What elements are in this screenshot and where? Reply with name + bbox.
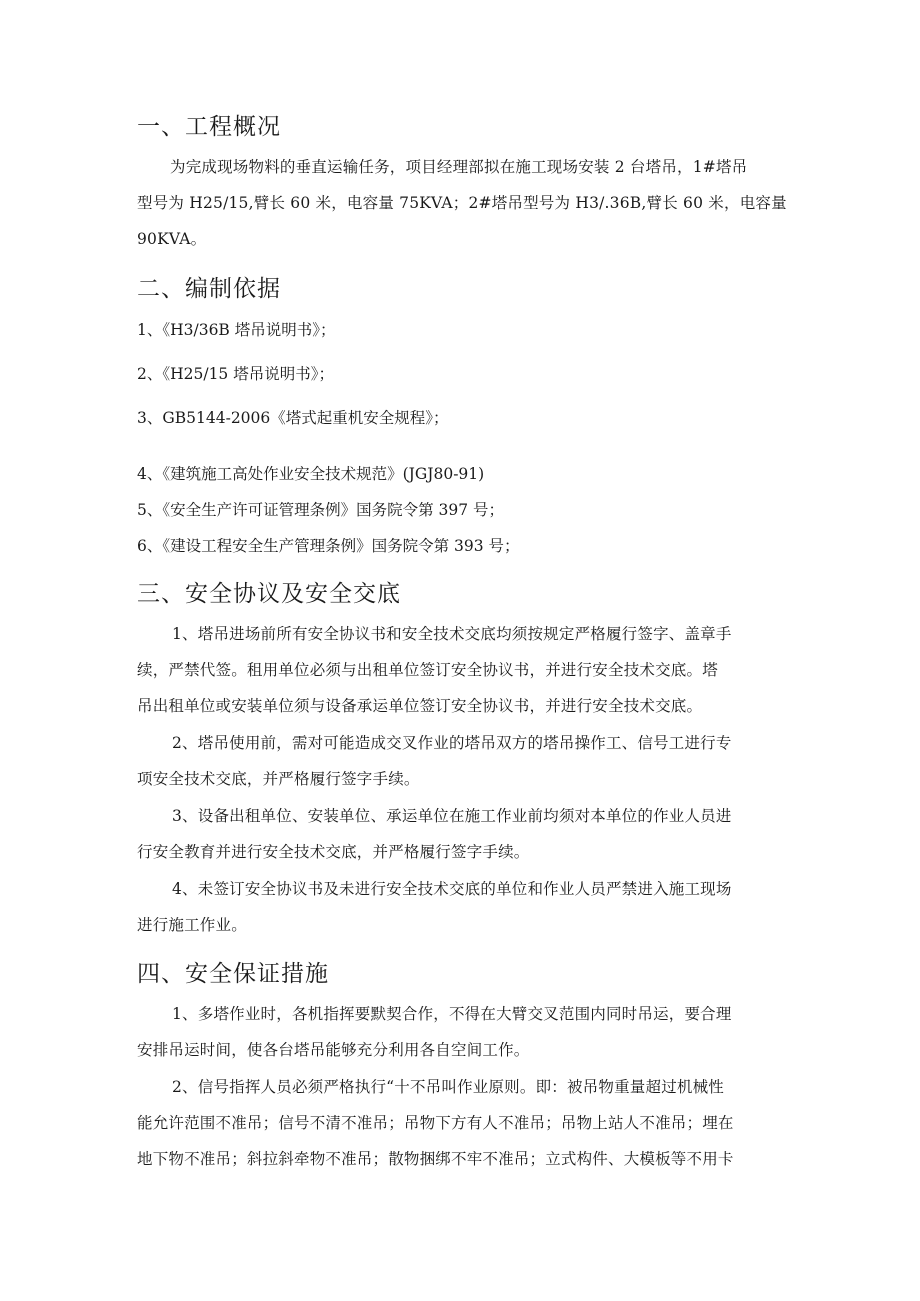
s4-p2-line-2: 能允许范围不准吊；信号不清不准吊；吊物下方有人不准吊；吊物上站人不准吊；埋在	[137, 1114, 734, 1132]
s3-p3-line-2: 行安全教育并进行安全技术交底，并严格履行签字手续。	[137, 843, 530, 861]
basis-item-3: 3、GB5144-2006《塔式起重机安全规程》；	[137, 409, 449, 427]
section-2-heading: 二、编制依据	[137, 276, 281, 302]
s4-p1-line-1: 1、多塔作业时，各机指挥要默契合作，不得在大臂交叉范围内同时吊运，要合理	[172, 1005, 732, 1023]
basis-item-5: 5、《安全生产许可证管理条例》国务院令第 397 号；	[137, 501, 505, 519]
section-4-heading: 四、安全保证措施	[137, 961, 329, 987]
section-1-line-1: 为完成现场物料的垂直运输任务，项目经理部拟在施工现场安装 2 台塔吊，1#塔吊	[170, 158, 748, 176]
s3-p3-line-1: 3、设备出租单位、安装单位、承运单位在施工作业前均须对本单位的作业人员进	[172, 807, 732, 825]
basis-item-1: 1、《H3/36B 塔吊说明书》；	[137, 321, 336, 339]
basis-item-2: 2、《H25/15 塔吊说明书》；	[137, 365, 334, 383]
section-1-line-3: 90KVA。	[137, 230, 207, 248]
s3-p1-line-2: 续，严禁代签。租用单位必须与出租单位签订安全协议书，并进行安全技术交底。塔	[137, 661, 718, 679]
section-3-heading: 三、安全协议及安全交底	[137, 581, 401, 607]
section-1-heading: 一、工程概况	[137, 114, 281, 140]
s3-p2-line-1: 2、塔吊使用前，需对可能造成交叉作业的塔吊双方的塔吊操作工、信号工进行专	[172, 734, 732, 752]
s3-p1-line-3: 吊出租单位或安装单位须与设备承运单位签订安全协议书，并进行安全技术交底。	[137, 697, 703, 715]
section-1-line-2: 型号为 H25/15,臂长 60 米，电容量 75KVA；2#塔吊型号为 H3/.36B,臂长 60 米，电容量	[137, 194, 787, 212]
s3-p2-line-2: 项安全技术交底，并严格履行签字手续。	[137, 770, 420, 788]
s3-p1-line-1: 1、塔吊进场前所有安全协议书和安全技术交底均须按规定严格履行签字、盖章手	[172, 625, 732, 643]
s4-p2-line-1: 2、信号指挥人员必须严格执行“十不吊叫作业原则。即：被吊物重量超过机械性	[172, 1078, 724, 1096]
s4-p2-line-3: 地下物不准吊；斜拉斜牵物不准吊；散物捆绑不牢不准吊；立式构件、大模板等不用卡	[137, 1150, 734, 1168]
s4-p1-line-2: 安排吊运时间，使各台塔吊能够充分利用各自空间工作。	[137, 1041, 530, 1059]
s3-p4-line-2: 进行施工作业。	[137, 916, 247, 934]
s3-p4-line-1: 4、未签订安全协议书及未进行安全技术交底的单位和作业人员严禁进入施工现场	[172, 880, 732, 898]
basis-item-4: 4、《建筑施工高处作业安全技术规范》(JGJ80-91)	[137, 465, 485, 483]
basis-item-6: 6、《建设工程安全生产管理条例》国务院令第 393 号；	[137, 537, 520, 555]
